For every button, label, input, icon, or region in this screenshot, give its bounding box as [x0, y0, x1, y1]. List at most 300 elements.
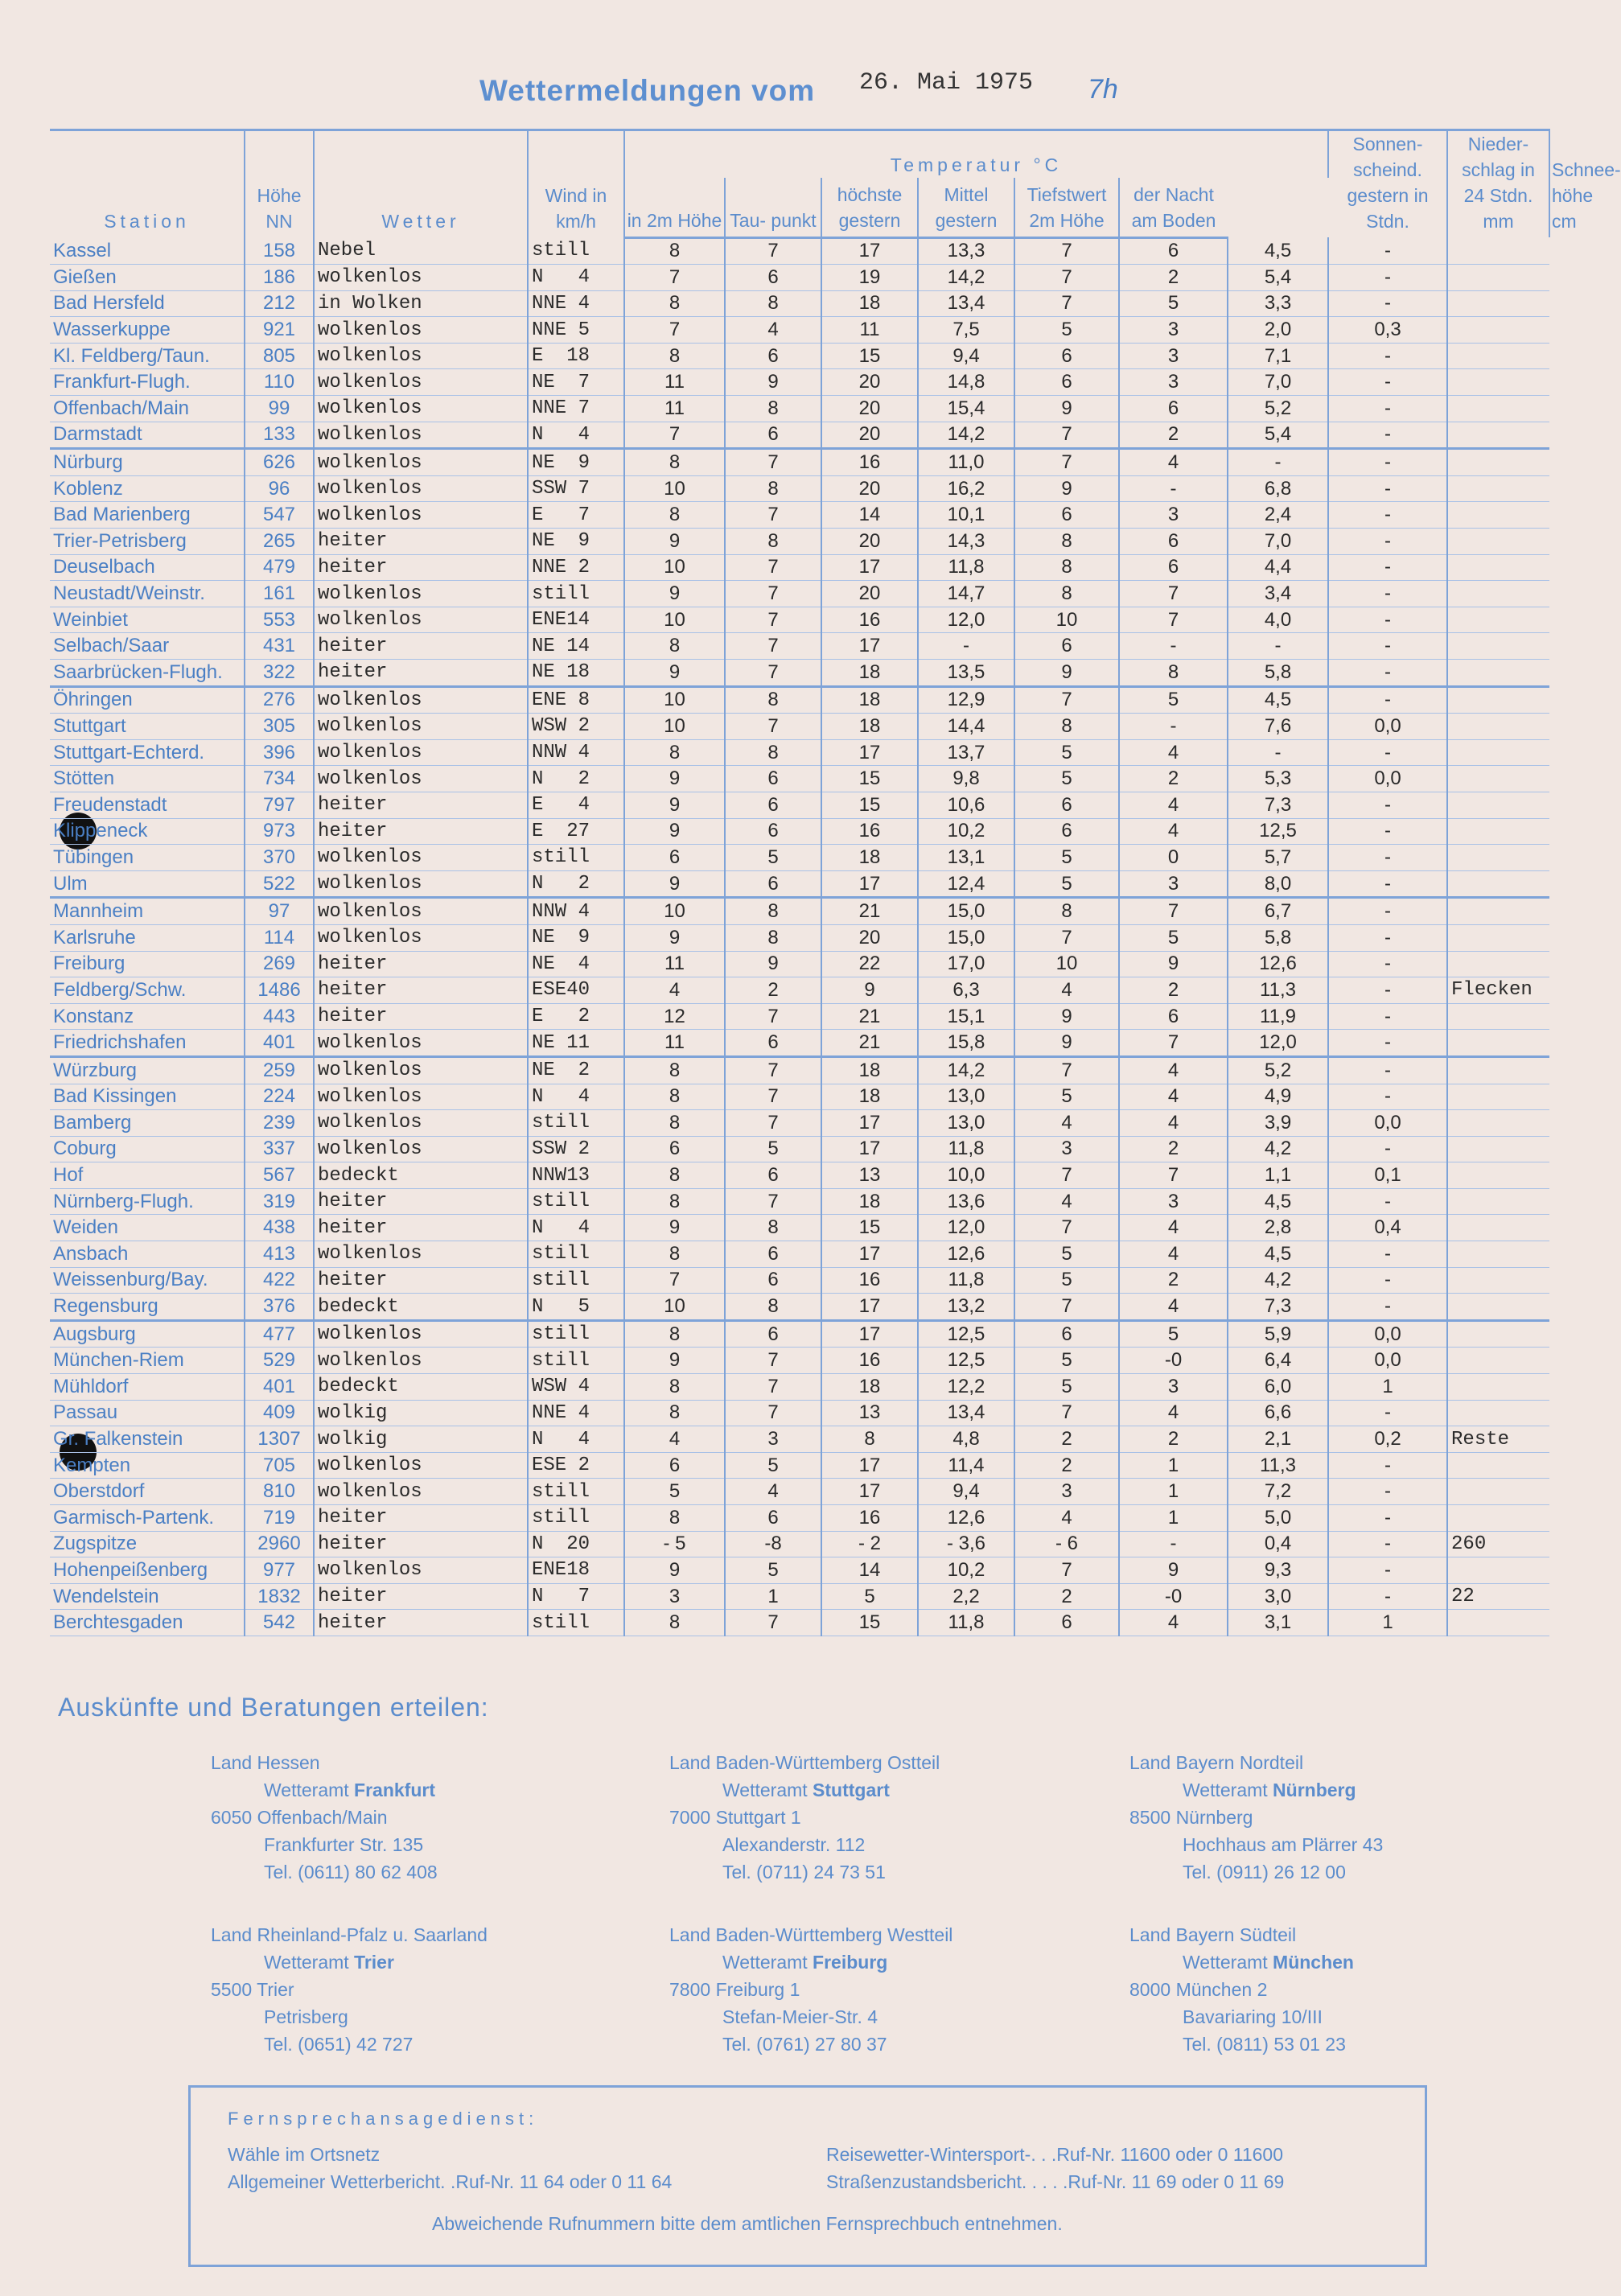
cell-mittel: 10,1: [918, 502, 1014, 529]
cell-t2m: 11: [624, 396, 725, 422]
cell-station: Klippeneck: [50, 818, 245, 845]
cell-sonne: 4,9: [1228, 1084, 1328, 1110]
cell-tau: 7: [725, 1400, 821, 1426]
cell-max: 18: [821, 845, 918, 871]
cell-sonne: 7,6: [1228, 714, 1328, 740]
cell-sonne: 4,5: [1228, 237, 1328, 265]
cell-nieder: 0,0: [1328, 714, 1447, 740]
table-row: [50, 1162, 1549, 1189]
cell-mittel: 7,5: [918, 317, 1014, 344]
cell-nieder: -: [1328, 792, 1447, 818]
cell-nieder: -: [1328, 633, 1447, 660]
cell-nieder: -: [1328, 396, 1447, 422]
cell-schnee: [1447, 1267, 1549, 1294]
cell-tau: 7: [725, 607, 821, 633]
cell-wetter: wolkenlos: [314, 1056, 528, 1084]
cell-tief: 10: [1014, 951, 1119, 977]
cell-t2m: 9: [624, 581, 725, 607]
cell-max: 21: [821, 898, 918, 925]
cell-tau: 6: [725, 1320, 821, 1348]
auskuenfte-title: Auskünfte und Beratungen erteilen:: [58, 1693, 489, 1722]
cell-nieder: -: [1328, 529, 1447, 555]
table-row: [50, 1505, 1549, 1532]
cell-station: Bamberg: [50, 1110, 245, 1137]
cell-max: 16: [821, 607, 918, 633]
cell-schnee: [1447, 265, 1549, 291]
cell-sonne: 3,3: [1228, 290, 1328, 317]
cell-nieder: 1: [1328, 1610, 1447, 1636]
cell-nieder: -: [1328, 739, 1447, 766]
report-date: 26. Mai 1975: [859, 69, 1034, 97]
cell-wetter: wolkenlos: [314, 1241, 528, 1268]
col-wind: Wind in km/h: [528, 130, 624, 238]
cell-wetter: bedeckt: [314, 1162, 528, 1189]
table-row: [50, 237, 1549, 265]
cell-schnee: [1447, 898, 1549, 925]
office-land: Land Rheinland-Pfalz u. Saarland: [211, 1924, 488, 1945]
cell-sonne: 6,8: [1228, 475, 1328, 502]
cell-wind: still: [528, 845, 624, 871]
cell-wetter: wolkenlos: [314, 1320, 528, 1348]
cell-boden: 4: [1119, 818, 1228, 845]
cell-schnee: [1447, 1056, 1549, 1084]
cell-tief: 7: [1014, 1400, 1119, 1426]
cell-tief: 5: [1014, 1084, 1119, 1110]
table-row: [50, 792, 1549, 818]
cell-boden: 6: [1119, 1003, 1228, 1030]
cell-hoehe: 96: [245, 475, 314, 502]
cell-boden: 2: [1119, 1426, 1228, 1453]
cell-t2m: 3: [624, 1583, 725, 1610]
cell-wind: N 20: [528, 1531, 624, 1557]
cell-hoehe: 265: [245, 529, 314, 555]
cell-wind: NNE 4: [528, 1400, 624, 1426]
office-stadt: Nürnberg: [1273, 1780, 1356, 1800]
cell-wetter: wolkenlos: [314, 1084, 528, 1110]
cell-max: 21: [821, 1030, 918, 1057]
cell-mittel: 13,6: [918, 1188, 1014, 1215]
cell-hoehe: 1307: [245, 1426, 314, 1453]
cell-station: Gr. Falkenstein: [50, 1426, 245, 1453]
table-row: [50, 1452, 1549, 1479]
table-row: [50, 1215, 1549, 1241]
cell-schnee: [1447, 369, 1549, 396]
cell-wind: NE 11: [528, 1030, 624, 1057]
office-tel: Tel. (0651) 42 727: [264, 2034, 413, 2055]
cell-boden: 2: [1119, 265, 1228, 291]
cell-station: Wendelstein: [50, 1583, 245, 1610]
cell-wind: SSW 7: [528, 475, 624, 502]
office-amt: Wetteramt: [1183, 1952, 1268, 1973]
cell-station: Stuttgart-Echterd.: [50, 739, 245, 766]
cell-sonne: -: [1228, 449, 1328, 476]
cell-hoehe: 409: [245, 1400, 314, 1426]
cell-boden: 2: [1119, 766, 1228, 792]
cell-sonne: 3,0: [1228, 1583, 1328, 1610]
table-row: [50, 739, 1549, 766]
cell-tief: 6: [1014, 369, 1119, 396]
cell-tau: 5: [725, 1136, 821, 1162]
cell-boden: 3: [1119, 1374, 1228, 1401]
office-block: [1129, 1749, 1383, 1886]
cell-sonne: 2,0: [1228, 317, 1328, 344]
cell-station: Koblenz: [50, 475, 245, 502]
fernsprech-strasse: Straßenzustandsbericht. . . . .Ruf-Nr. 11 69 oder 0 11 69: [826, 2171, 1285, 2192]
cell-tief: 9: [1014, 1030, 1119, 1057]
cell-wind: WSW 2: [528, 714, 624, 740]
cell-wetter: heiter: [314, 818, 528, 845]
cell-wind: E 4: [528, 792, 624, 818]
cell-boden: 5: [1119, 924, 1228, 951]
cell-wind: still: [528, 581, 624, 607]
office-amt: Wetteramt: [1183, 1780, 1268, 1800]
cell-t2m: 9: [624, 870, 725, 898]
cell-mittel: 6,3: [918, 977, 1014, 1004]
cell-max: 21: [821, 1003, 918, 1030]
cell-mittel: 12,0: [918, 1215, 1014, 1241]
table-row: [50, 449, 1549, 476]
cell-schnee: [1447, 449, 1549, 476]
office-tel: Tel. (0811) 53 01 23: [1183, 2034, 1346, 2055]
cell-tau: 7: [725, 502, 821, 529]
cell-max: 20: [821, 369, 918, 396]
cell-max: 15: [821, 792, 918, 818]
cell-tief: 9: [1014, 660, 1119, 687]
cell-schnee: [1447, 1294, 1549, 1321]
table-row: [50, 1426, 1549, 1453]
cell-boden: 4: [1119, 1084, 1228, 1110]
cell-nieder: 0,0: [1328, 1320, 1447, 1348]
cell-tau: 6: [725, 792, 821, 818]
col-wetter: Wetter: [314, 130, 528, 238]
cell-tief: 7: [1014, 1056, 1119, 1084]
cell-sonne: 5,9: [1228, 1320, 1328, 1348]
cell-hoehe: 921: [245, 317, 314, 344]
cell-t2m: 8: [624, 1241, 725, 1268]
cell-mittel: 15,0: [918, 924, 1014, 951]
cell-schnee: 260: [1451, 1533, 1487, 1555]
cell-hoehe: 431: [245, 633, 314, 660]
cell-wind: still: [528, 1505, 624, 1532]
table-row: [50, 845, 1549, 871]
table-row: [50, 290, 1549, 317]
cell-wetter: wolkenlos: [314, 714, 528, 740]
cell-boden: 3: [1119, 369, 1228, 396]
cell-mittel: 12,0: [918, 607, 1014, 633]
cell-tief: 3: [1014, 1479, 1119, 1505]
table-row: [50, 1531, 1549, 1557]
cell-sonne: -: [1228, 739, 1328, 766]
cell-schnee: [1447, 1215, 1549, 1241]
office-stadt: Stuttgart: [813, 1780, 890, 1800]
cell-t2m: 8: [624, 1162, 725, 1189]
cell-max: 20: [821, 581, 918, 607]
cell-max: 16: [821, 1348, 918, 1374]
cell-max: 20: [821, 396, 918, 422]
cell-t2m: 8: [624, 633, 725, 660]
cell-schnee: [1447, 633, 1549, 660]
table-row: [50, 502, 1549, 529]
office-ort: Nürnberg: [1175, 1807, 1253, 1828]
cell-schnee: [1447, 766, 1549, 792]
cell-wind: NNW 4: [528, 898, 624, 925]
cell-station: Stuttgart: [50, 714, 245, 740]
cell-boden: 4: [1119, 1241, 1228, 1268]
cell-t2m: 9: [624, 1557, 725, 1584]
cell-boden: 5: [1119, 686, 1228, 714]
cell-station: Zugspitze: [50, 1531, 245, 1557]
cell-nieder: -: [1328, 1056, 1447, 1084]
office-block: [669, 1921, 952, 2058]
office-plz: 8500: [1129, 1807, 1171, 1828]
cell-boden: 6: [1119, 554, 1228, 581]
cell-station: Saarbrücken-Flugh.: [50, 660, 245, 687]
cell-tief: 8: [1014, 554, 1119, 581]
cell-wind: NNE 5: [528, 317, 624, 344]
cell-tau: 7: [725, 449, 821, 476]
cell-tief: 7: [1014, 449, 1119, 476]
cell-schnee: [1447, 1374, 1549, 1401]
office-block: [211, 1921, 488, 2058]
cell-mittel: 12,6: [918, 1241, 1014, 1268]
cell-sonne: 4,0: [1228, 607, 1328, 633]
cell-schnee: [1447, 1479, 1549, 1505]
cell-wetter: wolkenlos: [314, 1479, 528, 1505]
cell-wind: NE 14: [528, 633, 624, 660]
cell-t2m: 8: [624, 1084, 725, 1110]
cell-wetter: heiter: [314, 951, 528, 977]
cell-t2m: 8: [624, 1400, 725, 1426]
cell-nieder: 0,0: [1328, 766, 1447, 792]
cell-wind: E 27: [528, 818, 624, 845]
office-strasse: Alexanderstr. 112: [722, 1834, 866, 1855]
cell-tief: 5: [1014, 1348, 1119, 1374]
cell-wetter: heiter: [314, 977, 528, 1004]
office-land: Land Baden-Württemberg Ostteil: [669, 1752, 940, 1773]
cell-wetter: wolkenlos: [314, 1110, 528, 1137]
table-row: [50, 686, 1549, 714]
cell-sonne: 1,1: [1228, 1162, 1328, 1189]
cell-wetter: wolkig: [314, 1426, 528, 1453]
cell-sonne: 3,4: [1228, 581, 1328, 607]
cell-sonne: 11,3: [1228, 977, 1328, 1004]
cell-sonne: 8,0: [1228, 870, 1328, 898]
cell-wetter: heiter: [314, 1188, 528, 1215]
cell-hoehe: 810: [245, 1479, 314, 1505]
cell-schnee: [1447, 818, 1549, 845]
table-row: [50, 898, 1549, 925]
table-row: [50, 1267, 1549, 1294]
cell-t2m: 9: [624, 660, 725, 687]
cell-nieder: -: [1328, 237, 1447, 265]
page-title: Wettermeldungen vom: [479, 74, 816, 107]
cell-hoehe: 529: [245, 1348, 314, 1374]
cell-sonne: 5,8: [1228, 660, 1328, 687]
table-row: [50, 1294, 1549, 1321]
cell-tief: - 6: [1014, 1531, 1119, 1557]
cell-boden: 7: [1119, 898, 1228, 925]
cell-sonne: 12,5: [1228, 818, 1328, 845]
table-row: [50, 1320, 1549, 1348]
cell-max: 20: [821, 924, 918, 951]
cell-wetter: heiter: [314, 792, 528, 818]
cell-wetter: in Wolken: [314, 290, 528, 317]
cell-sonne: 4,5: [1228, 1188, 1328, 1215]
cell-wetter: Nebel: [314, 237, 528, 265]
cell-mittel: 14,2: [918, 1056, 1014, 1084]
table-row: [50, 951, 1549, 977]
office-block: [669, 1749, 940, 1886]
cell-tief: 6: [1014, 1320, 1119, 1348]
cell-station: Passau: [50, 1400, 245, 1426]
cell-sonne: 5,4: [1228, 265, 1328, 291]
cell-tau: 6: [725, 766, 821, 792]
cell-max: 15: [821, 1610, 918, 1636]
cell-hoehe: 479: [245, 554, 314, 581]
cell-hoehe: 719: [245, 1505, 314, 1532]
cell-wind: N 5: [528, 1294, 624, 1321]
cell-hoehe: 276: [245, 686, 314, 714]
cell-sonne: 2,8: [1228, 1215, 1328, 1241]
cell-station: Mannheim: [50, 898, 245, 925]
cell-tief: 7: [1014, 422, 1119, 449]
cell-max: 16: [821, 818, 918, 845]
cell-nieder: -: [1328, 607, 1447, 633]
table-row: [50, 1136, 1549, 1162]
cell-tief: 6: [1014, 792, 1119, 818]
cell-station: Selbach/Saar: [50, 633, 245, 660]
office-strasse: Hochhaus am Plärrer 43: [1183, 1834, 1384, 1855]
cell-wind: NNE 4: [528, 290, 624, 317]
office-amt: Wetteramt: [722, 1952, 808, 1973]
cell-max: 16: [821, 1267, 918, 1294]
cell-station: Freudenstadt: [50, 792, 245, 818]
cell-station: Nürnberg-Flugh.: [50, 1188, 245, 1215]
cell-t2m: 8: [624, 739, 725, 766]
cell-tief: 7: [1014, 1294, 1119, 1321]
cell-schnee: [1447, 1162, 1549, 1189]
cell-station: Ulm: [50, 870, 245, 898]
cell-nieder: -: [1328, 1505, 1447, 1532]
cell-max: 22: [821, 951, 918, 977]
cell-wind: N 4: [528, 422, 624, 449]
cell-sonne: 7,0: [1228, 369, 1328, 396]
cell-tau: 8: [725, 529, 821, 555]
cell-mittel: 11,4: [918, 1452, 1014, 1479]
col-tiefst2m: Tiefstwert 2m Höhe: [1014, 178, 1119, 237]
cell-t2m: 8: [624, 290, 725, 317]
cell-hoehe: 158: [245, 237, 314, 265]
cell-station: Friedrichshafen: [50, 1030, 245, 1057]
cell-wetter: wolkenlos: [314, 369, 528, 396]
cell-schnee: [1447, 529, 1549, 555]
cell-boden: 4: [1119, 792, 1228, 818]
cell-wind: NE 7: [528, 369, 624, 396]
table-row: [50, 1348, 1549, 1374]
cell-t2m: 8: [624, 237, 725, 265]
cell-sonne: 6,0: [1228, 1374, 1328, 1401]
table-row: [50, 475, 1549, 502]
cell-tau: 7: [725, 1610, 821, 1636]
cell-sonne: 4,4: [1228, 554, 1328, 581]
cell-tau: 7: [725, 1084, 821, 1110]
cell-tau: 7: [725, 633, 821, 660]
cell-station: Coburg: [50, 1136, 245, 1162]
cell-max: 20: [821, 422, 918, 449]
table-row: [50, 766, 1549, 792]
cell-wind: ENE 8: [528, 686, 624, 714]
cell-schnee: [1447, 792, 1549, 818]
cell-sonne: 5,8: [1228, 924, 1328, 951]
cell-mittel: 15,1: [918, 1003, 1014, 1030]
cell-hoehe: 319: [245, 1188, 314, 1215]
cell-t2m: 10: [624, 714, 725, 740]
cell-mittel: 13,0: [918, 1110, 1014, 1137]
table-row: [50, 317, 1549, 344]
cell-t2m: 8: [624, 343, 725, 369]
table-row: [50, 1056, 1549, 1084]
cell-wetter: wolkenlos: [314, 1136, 528, 1162]
cell-max: 11: [821, 317, 918, 344]
cell-hoehe: 477: [245, 1320, 314, 1348]
col-nachtboden: der Nacht am Boden: [1119, 178, 1228, 237]
cell-hoehe: 370: [245, 845, 314, 871]
cell-tief: 6: [1014, 343, 1119, 369]
table-row: [50, 1003, 1549, 1030]
cell-boden: 3: [1119, 343, 1228, 369]
cell-boden: 2: [1119, 1267, 1228, 1294]
cell-tau: 6: [725, 1162, 821, 1189]
cell-wetter: bedeckt: [314, 1294, 528, 1321]
cell-tau: 7: [725, 660, 821, 687]
cell-nieder: -: [1328, 1136, 1447, 1162]
cell-t2m: 7: [624, 1267, 725, 1294]
cell-tief: 4: [1014, 1505, 1119, 1532]
cell-nieder: 0,4: [1328, 1215, 1447, 1241]
cell-schnee: [1447, 422, 1549, 449]
cell-wetter: heiter: [314, 1267, 528, 1294]
cell-t2m: 8: [624, 1505, 725, 1532]
cell-mittel: 10,2: [918, 1557, 1014, 1584]
cell-sonne: 7,2: [1228, 1479, 1328, 1505]
cell-boden: 3: [1119, 317, 1228, 344]
cell-mittel: 10,6: [918, 792, 1014, 818]
cell-t2m: 8: [624, 1110, 725, 1137]
cell-hoehe: 114: [245, 924, 314, 951]
cell-tief: 5: [1014, 317, 1119, 344]
cell-wind: N 4: [528, 1215, 624, 1241]
table-row: [50, 1610, 1549, 1636]
cell-wetter: wolkenlos: [314, 449, 528, 476]
cell-tau: 8: [725, 1294, 821, 1321]
cell-tief: 4: [1014, 1188, 1119, 1215]
cell-tief: 8: [1014, 581, 1119, 607]
fernsprech-allgemein: Allgemeiner Wetterbericht. .Ruf-Nr. 11 64 oder 0 11 64: [228, 2171, 673, 2192]
cell-schnee: [1447, 924, 1549, 951]
cell-max: 18: [821, 1374, 918, 1401]
cell-station: Frankfurt-Flugh.: [50, 369, 245, 396]
cell-t2m: 7: [624, 317, 725, 344]
cell-wind: still: [528, 1110, 624, 1137]
cell-station: Hohenpeißenberg: [50, 1557, 245, 1584]
cell-t2m: 6: [624, 1452, 725, 1479]
cell-schnee: Flecken: [1451, 979, 1533, 1002]
cell-max: 17: [821, 237, 918, 265]
cell-max: 17: [821, 633, 918, 660]
cell-mittel: 11,8: [918, 554, 1014, 581]
cell-tief: 7: [1014, 237, 1119, 265]
cell-sonne: 9,3: [1228, 1557, 1328, 1584]
